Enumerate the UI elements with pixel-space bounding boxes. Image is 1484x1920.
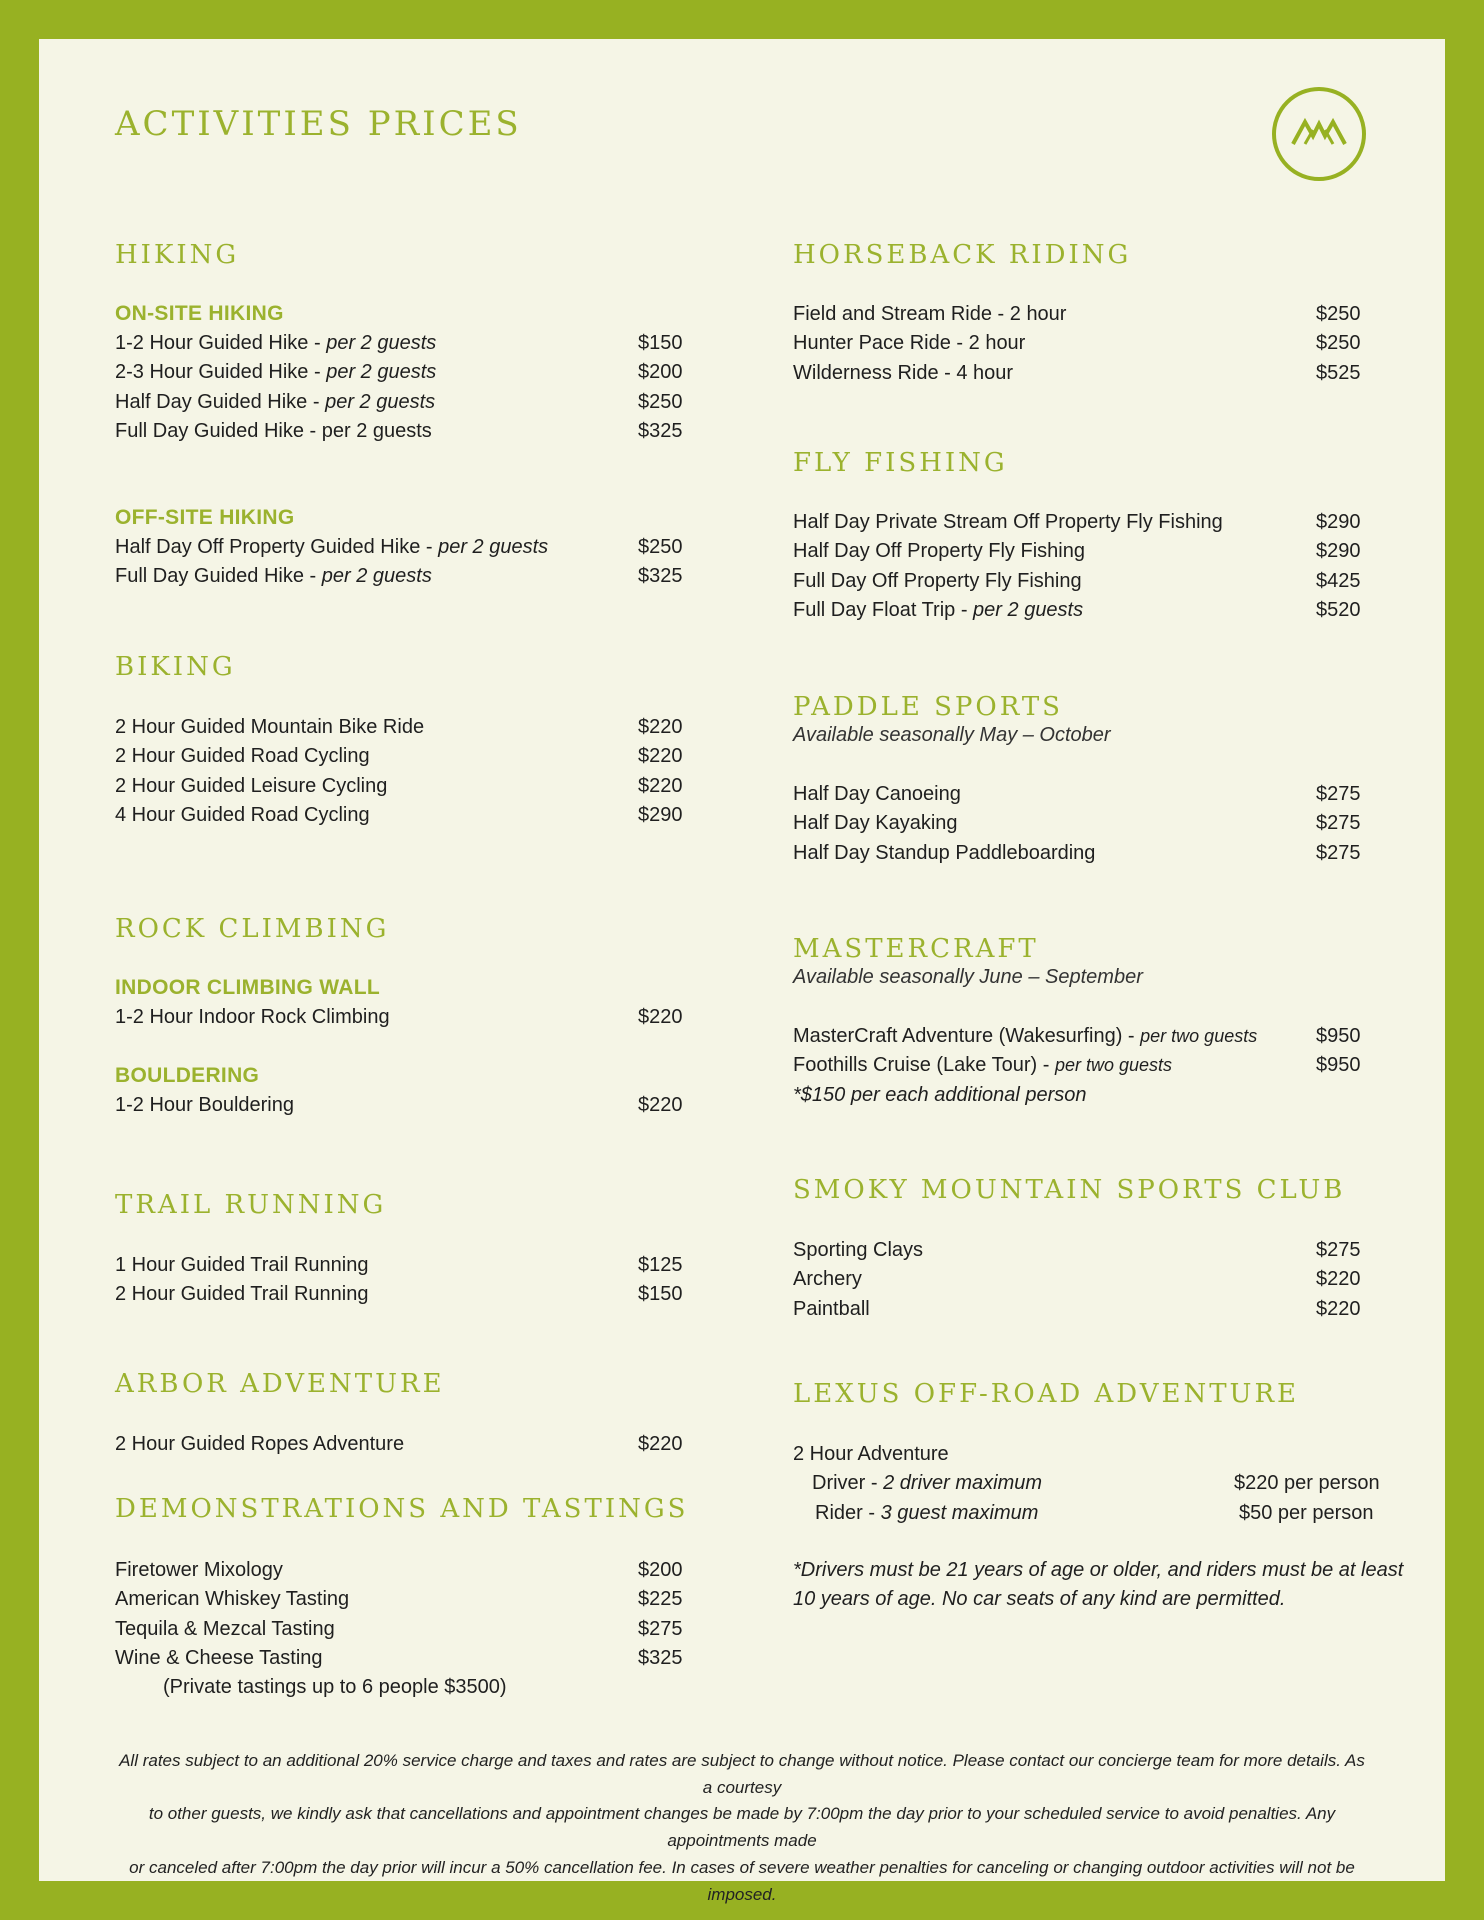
list-item: 2-3 Hour Guided Hike - per 2 guests $200 <box>115 361 683 384</box>
list-item: Half Day Private Stream Off Property Fly Fishing $290 <box>793 511 1361 533</box>
list-item: Full Day Guided Hike - per 2 guests $325 <box>115 565 683 588</box>
page-title: ACTIVITIES PRICES <box>115 104 522 144</box>
paddle-heading: PADDLE SPORTS <box>793 692 1063 722</box>
list-item: Field and Stream Ride - 2 hour $250 <box>793 303 1361 325</box>
list-item: MasterCraft Adventure (Wakesurfing) - per two guests $950 <box>793 1025 1361 1047</box>
list-item: Sporting Clays $275 <box>793 1239 1361 1261</box>
trail-running-list <box>115 1251 683 1310</box>
footer-line: to other guests, we kindly ask that cancellations and appointment changes be made by 7:00pm the day prior to your scheduled service to avoid penalties. Any appointments made <box>148 1804 1336 1851</box>
mastercraft-heading: MASTERCRAFT <box>793 934 1039 964</box>
list-item: Half Day Standup Paddleboarding $275 <box>793 841 1361 864</box>
offsite-hiking-label: OFF-SITE HIKING <box>115 506 295 529</box>
list-item: 2 Hour Guided Leisure Cycling $220 <box>115 774 683 797</box>
list-item: Driver - 2 driver maximum $220 per person <box>812 1472 1380 1495</box>
list-item: Archery $220 <box>793 1268 1361 1291</box>
list-item: 1-2 Hour Bouldering $220 <box>115 1094 683 1116</box>
list-item: Wilderness Ride - 4 hour $525 <box>793 361 1361 384</box>
list-item: Tequila & Mezcal Tasting $275 <box>115 1617 683 1640</box>
horseback-list <box>793 300 1363 388</box>
list-item: Full Day Float Trip - per 2 guests $520 <box>793 598 1361 621</box>
bouldering-list <box>115 1091 683 1120</box>
list-item: 2 Hour Guided Road Cycling $220 <box>115 745 683 768</box>
arbor-heading: ARBOR ADVENTURE <box>115 1369 445 1399</box>
list-item: American Whiskey Tasting $225 <box>115 1588 683 1611</box>
mastercraft-list <box>793 1022 1363 1110</box>
hiking-heading: HIKING <box>115 240 240 270</box>
biking-list <box>115 713 683 830</box>
lexus-title-line: 2 Hour Adventure <box>793 1443 949 1465</box>
list-item: 2 Hour Guided Ropes Adventure $220 <box>115 1433 683 1455</box>
lexus-age-note <box>793 1556 1404 1615</box>
mastercraft-availability: Available seasonally June – September <box>793 966 1143 988</box>
lexus-note-line: 10 years of age. No car seats of any kind are permitted. <box>793 1588 1286 1611</box>
list-item: 1 Hour Guided Trail Running $125 <box>115 1254 683 1276</box>
private-tasting-note: (Private tastings up to 6 people $3500) <box>163 1676 507 1699</box>
sports-club-heading: SMOKY MOUNTAIN SPORTS CLUB <box>793 1175 1346 1205</box>
demos-list <box>115 1556 683 1702</box>
list-item: Half Day Canoeing $275 <box>793 783 1361 805</box>
sports-club-list <box>793 1236 1363 1324</box>
list-item: Firetower Mixology $200 <box>115 1559 683 1581</box>
list-item: 4 Hour Guided Road Cycling $290 <box>115 803 683 826</box>
biking-heading: BIKING <box>115 652 236 682</box>
onsite-hiking-label: ON-SITE HIKING <box>115 302 284 325</box>
indoor-climbing-list <box>115 1003 683 1032</box>
fly-fishing-list <box>793 508 1363 625</box>
bouldering-label: BOULDERING <box>115 1064 260 1087</box>
footer-line: or canceled after 7:00pm the day prior will incur a 50% cancellation fee. In cases of severe weather penalties for canceling or changing outdoor activities will not be imposed. <box>129 1857 1355 1904</box>
horseback-heading: HORSEBACK RIDING <box>793 240 1132 270</box>
lexus-list <box>793 1440 1380 1528</box>
onsite-hiking-list <box>115 329 683 446</box>
arbor-list <box>115 1430 683 1459</box>
list-item: Foothills Cruise (Lake Tour) - per two guests $950 <box>793 1054 1361 1077</box>
demos-heading: DEMONSTRATIONS AND TASTINGS <box>115 1494 689 1524</box>
offsite-hiking-list <box>115 533 683 592</box>
mastercraft-extra-note: *$150 per each additional person <box>793 1083 1087 1106</box>
list-item: Full Day Guided Hike - per 2 guests $325 <box>115 419 683 442</box>
list-item: 1-2 Hour Indoor Rock Climbing $220 <box>115 1006 683 1028</box>
list-item: Rider - 3 guest maximum $50 per person <box>815 1501 1374 1524</box>
list-item: Full Day Off Property Fly Fishing $425 <box>793 569 1361 592</box>
lexus-note-line: *Drivers must be 21 years of age or older, and riders must be at least <box>793 1559 1404 1581</box>
list-item: Hunter Pace Ride - 2 hour $250 <box>793 332 1361 355</box>
footer-line: All rates subject to an additional 20% service charge and taxes and rates are subject to change without notice. Please contact our concierge team for more details. As a courtesy <box>119 1751 1365 1797</box>
list-item: 2 Hour Guided Trail Running $150 <box>115 1283 683 1306</box>
footer-disclaimer <box>115 1748 1369 1908</box>
list-item: 2 Hour Guided Mountain Bike Ride $220 <box>115 716 683 738</box>
trail-running-heading: TRAIL RUNNING <box>115 1190 387 1220</box>
list-item: Half Day Off Property Guided Hike - per 2 guests $250 <box>115 536 683 558</box>
indoor-climbing-label: INDOOR CLIMBING WALL <box>115 976 380 999</box>
rock-climbing-heading: ROCK CLIMBING <box>115 914 390 944</box>
paddle-availability: Available seasonally May – October <box>793 724 1111 746</box>
list-item: Wine & Cheese Tasting $325 <box>115 1646 683 1669</box>
list-item: Half Day Off Property Fly Fishing $290 <box>793 540 1361 563</box>
list-item: Half Day Kayaking $275 <box>793 812 1361 835</box>
mountain-logo-icon <box>1271 86 1367 182</box>
paddle-list <box>793 780 1363 868</box>
list-item: 1-2 Hour Guided Hike - per 2 guests $150 <box>115 332 683 354</box>
list-item: Half Day Guided Hike - per 2 guests $250 <box>115 390 683 413</box>
fly-fishing-heading: FLY FISHING <box>793 448 1008 478</box>
lexus-heading: LEXUS OFF-ROAD ADVENTURE <box>793 1379 1300 1409</box>
list-item: Paintball $220 <box>793 1297 1361 1320</box>
